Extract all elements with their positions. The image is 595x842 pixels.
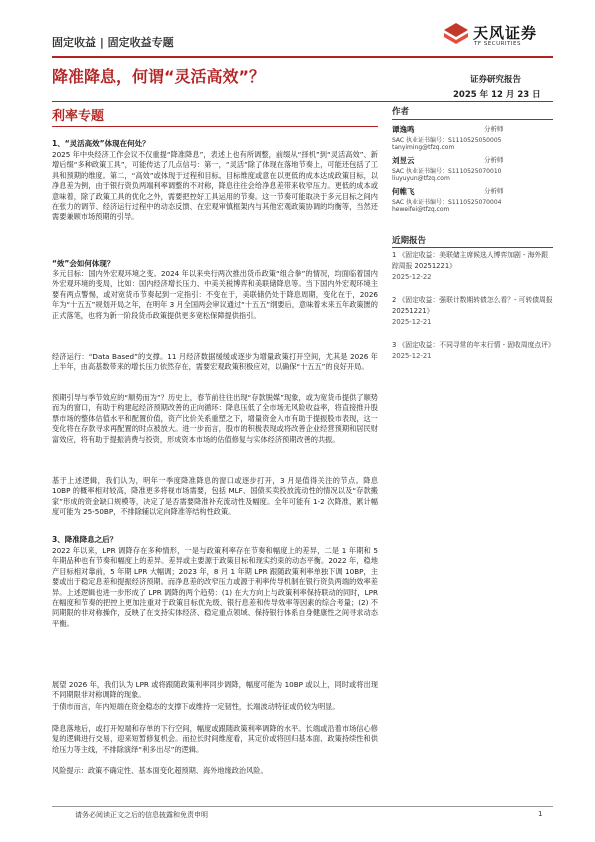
header-divider (52, 56, 553, 58)
author-email[interactable]: liuyuyun@tfzq.com (392, 175, 450, 182)
author-role: 分析师 (484, 125, 504, 133)
title-divider (52, 101, 553, 102)
logo-text-cn: 天风证券 (473, 24, 538, 42)
author-cert: SAC 执业证书编号：S1110525070004 (392, 199, 502, 206)
section-heading-1: 1、“灵活高效”体现在何处？ (52, 139, 150, 148)
body-paragraph-8: 于债市而言，年内短端在资金稳态的支撑下或维持一定韧性，长端波动特征或仍较为明显。 (52, 702, 340, 711)
section-heading-3: 3、降准降息之后？ (52, 535, 118, 544)
body-paragraph-1: 2025 年中央经济工作会议不仅重提“降准降息”，表述上也有所调整，前缀从“择机”到“灵活高效”、新增后缀“多种政策工具”，可能传达了几点信号：第一，“灵活”除了体现在落地节奏上，可能还包括了工具和预期的维度。第二，“高效”或体现于过程和目标。目标维度或意在以更低的成本达成政策目标，以净息差为例，由于银行资负两端利率调整的不对称，降息往往会给净息差带来收窄压力。更低的成本或意味着，除了政策工具的优化之外，需要把控好工具运用的节奏。这一节奏可能取决于多元目标之间内在张力的调节、经济运行过程中的动态反馈、在宏观审慎框架内与其他宏观政策协调的均衡等，当然还需要兼顾市场预期的引导。 (52, 150, 378, 222)
footer-divider (52, 806, 553, 807)
author-role: 分析师 (484, 187, 504, 195)
body-paragraph-2: 多元目标：国内外宏观环境之变。2024 年以来央行两次推出货币政策“组合拳”的情况，均面临着国内外宏观环境的变局，比如：国内经济增长压力、中美关税博弈和美联储降息等。当下国内外宏观环境主要有两点警惕，或对宽货币节奏起到一定指引：不变在于，美联储仍处于降息周期，变化在于，2026 年为“十五五”规划开局之年，在明年 3 月全国两会审议通过“十五五”纲要后，意味着未来五年政策匮的正式落笔，也将为新一阶段货币政策提供更多宽松保障提供指引。 (52, 269, 378, 320)
authors-divider (392, 119, 553, 120)
header-category: 固定收益 | 固定收益专题 (52, 36, 174, 49)
recent-reports-title: 近期报告 (392, 236, 427, 246)
recent-reports-divider (392, 247, 553, 248)
recent-report-title[interactable]: 3 《固定收益：不同寻常的年末行情 - 固收周度点评》 (392, 341, 555, 349)
body-paragraph-10: 风险提示：政策不确定性、基本面变化超预期、海外地缘政治风险。 (52, 766, 268, 775)
body-paragraph-5: 基于上述逻辑，我们认为，明年一季度降准降息的窗口或逐步打开，3 月是值得关注的节点。降息 10BP 的概率相对较高，降准更多将视市场需要，包括 MLF、国债买卖投放流动性的情况以及“存款搬家”形成的资金缺口规模等，决定了是否需要降准补充流动性及幅度。全年可能有 1-2 次降准，累计幅度可能为 25-50BP，不排除辅以定向降准等结构性政策。 (52, 476, 378, 517)
recent-report-date: 2025-12-22 (392, 273, 432, 281)
page-title: 降准降息，何谓“灵活高效”？ (52, 67, 266, 86)
logo-mark-icon (443, 22, 469, 46)
recent-report-title[interactable]: 2 《固定收益：强联计数期转债怎么看？- 可转债周报 20251221》 (392, 296, 553, 315)
body-paragraph-4: 预期引导与季节效应的“顺势而为”？历史上，春节前往往出现“存款脱媒”现象，或为宽货币提供了顺势而为的窗口，有助于构建起经济预期改善的正向循环：降息压低了全市场无风险收益率，将直接推升股票市场的整体估值水平和配置价值，资产比价关系重塑之下，增量资金入市有助于提振股市表现，这一变化将在存款寻求再配置的时点被放大。进一步而言，股市的积极表现或将改善企业经营预期和居民财富效应，将有助于提振消费与投资，形成资本市场的估值修复与实体经济预期改善的共振。 (52, 393, 378, 444)
body-paragraph-6: 2022 年以来，LPR 调降存在多种情形，一是与政策利率存在节奏和幅度上的差异，二是 1 年期和 5 年期品种也有节奏和幅度上的差异。差异或主要源于政策目标和现实约束的动态平衡。2022 年，稳地产目标相对靠前，5 年期 LPR 大幅调；2023 年，8 月 1 年期 LPR 跟随政策利率单独下调 10BP，主要或出于稳定息差和提振经济预期。而净息差的改窄压力或源于利率传导机制在银行资负两端的效率差异。上述逻辑也进一步形成了 LPR 调降的两个趋势：(1) 在大方向上与政策利率保持联动的同时，LPR 在幅度和节奏的把控上更加注重对于政策目标优先级、银行息差和传导效率等因素的综合考量；(2) 不同期限的非对称操作，反映了在支持实体经济、稳定重点领域、保持银行体系自身健康性之间寻求动态平衡。 (52, 546, 378, 628)
report-date: 2025 年 12 月 23 日 (453, 90, 541, 100)
recent-report-item[interactable] (392, 295, 553, 328)
logo-text-en: TF SECURITIES (474, 41, 521, 47)
report-type: 证券研究报告 (470, 75, 522, 85)
page-number: 1 (538, 810, 543, 818)
footer-disclaimer: 请务必阅读正文之后的信息披露和免责申明 (75, 811, 208, 819)
author-email[interactable]: heweifei@tfzq.com (392, 206, 450, 213)
author-cert: SAC 执业证书编号：S1110525050005 (392, 137, 502, 144)
author-name: 刘昱云 (392, 156, 415, 165)
author-email[interactable]: tanyiming@tfzq.com (392, 144, 455, 151)
body-paragraph-3: 经济运行：“Data Based”的支撑。11 月经济数据缓缓或逐步为增量政策打开空间，尤其是 2026 年上半年，由高基数带来的增长压力依然存在，需要宏观政策积极应对，以确保“十五五”的良好开局。 (52, 352, 378, 372)
author-role: 分析师 (484, 156, 504, 164)
author-name: 何帷飞 (392, 187, 415, 196)
author-name: 谭逸鸣 (392, 125, 415, 134)
author-cert: SAC 执业证书编号：S1110525070010 (392, 168, 502, 175)
report-subject: 利率专题 (52, 109, 105, 124)
recent-report-date: 2025-12-21 (392, 318, 432, 326)
body-paragraph-9: 降息落地后，或打开短端和存单的下行空间，幅度或跟随政策利率调降的水平。长端或沿着市场信心修复的逻辑进行交易，迎来短暂修复机会。而拉长时间维度看，其定价或将回归基本面、政策持续性和供给压力等主线，不排除演绎“利多出尽”的逻辑。 (52, 724, 378, 754)
subject-divider (52, 126, 378, 127)
authors-title: 作者 (392, 107, 410, 117)
recent-report-item[interactable] (392, 340, 553, 362)
recent-report-item[interactable] (392, 250, 553, 283)
recent-report-date: 2025-12-21 (392, 352, 432, 360)
body-paragraph-7: 展望 2026 年，我们认为 LPR 或将跟随政策利率同步调降，幅度可能为 10BP 或以上，同时或将出现不同期限非对称调降的现象。 (52, 680, 378, 700)
company-logo (443, 20, 553, 50)
section-heading-2: “效”会如何体现？ (52, 259, 115, 268)
recent-report-title[interactable]: 1 《固定收益：美联储主席候选人博弈加剧 - 海外跟踪周报 20251221》 (392, 251, 548, 270)
